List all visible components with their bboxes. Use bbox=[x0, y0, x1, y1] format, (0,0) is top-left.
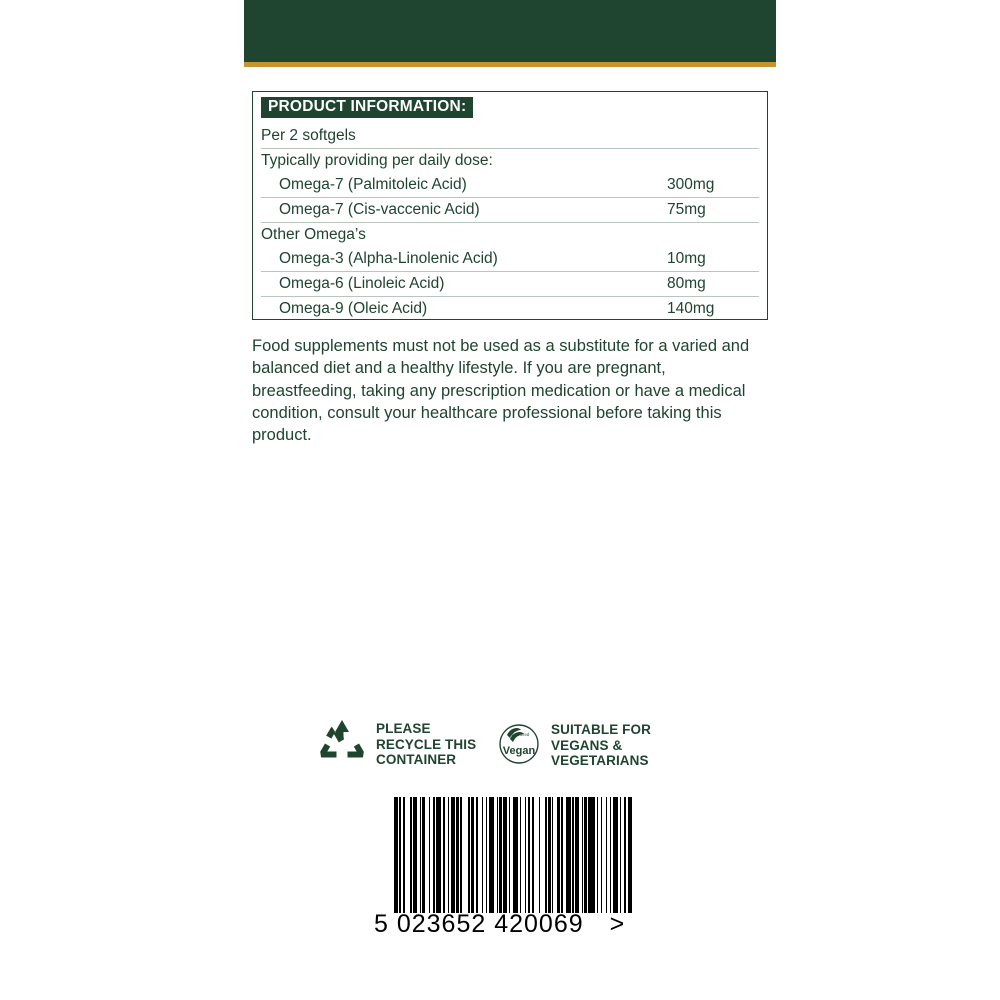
recycle-group bbox=[316, 718, 476, 771]
nutrient-row bbox=[261, 247, 759, 272]
daily-dose-heading-row bbox=[261, 149, 759, 173]
recycle-line-3: CONTAINER bbox=[376, 752, 457, 768]
nutrient-amount: 75mg bbox=[667, 201, 706, 218]
nutrient-name: Omega-6 (Linoleic Acid) bbox=[279, 275, 445, 292]
suitable-line-2: VEGANS & bbox=[551, 737, 623, 753]
svg-text:Vegan: Vegan bbox=[502, 745, 536, 757]
nutrient-row bbox=[261, 173, 759, 198]
barcode-digits bbox=[374, 910, 664, 939]
nutrient-row bbox=[261, 272, 759, 297]
serving-row bbox=[261, 124, 759, 149]
nutrient-amount: 10mg bbox=[667, 250, 706, 267]
recycle-icon bbox=[316, 718, 368, 771]
product-information-box bbox=[252, 91, 768, 320]
svg-text:Registered: Registered bbox=[508, 732, 530, 737]
nutrient-row bbox=[261, 297, 759, 321]
barcode-trailing-caret: > bbox=[609, 910, 626, 938]
other-omegas-heading: Other Omega’s bbox=[261, 226, 366, 243]
barcode-bars bbox=[394, 797, 634, 913]
vegan-group bbox=[494, 718, 651, 773]
vegan-society-icon bbox=[494, 718, 544, 773]
product-information-title: PRODUCT INFORMATION: bbox=[261, 97, 473, 118]
suitable-line-3: VEGETARIANS bbox=[551, 753, 649, 769]
nutrient-amount: 140mg bbox=[667, 300, 715, 317]
suitable-text bbox=[551, 722, 651, 769]
nutrient-name: Omega-3 (Alpha-Linolenic Acid) bbox=[279, 250, 498, 267]
top-green-band bbox=[244, 0, 776, 62]
nutrient-name: Omega-9 (Oleic Acid) bbox=[279, 300, 428, 317]
nutrient-amount: 300mg bbox=[667, 176, 715, 193]
nutrient-row bbox=[261, 198, 759, 223]
daily-dose-heading: Typically providing per daily dose: bbox=[261, 152, 493, 169]
product-information-body bbox=[261, 124, 759, 321]
barcode-number: 5 023652 420069 bbox=[374, 910, 584, 938]
serving-label: Per 2 softgels bbox=[261, 127, 356, 144]
recycle-line-2: RECYCLE THIS bbox=[376, 736, 477, 752]
suitable-line-1: SUITABLE FOR bbox=[551, 722, 651, 738]
recycle-text bbox=[376, 721, 476, 768]
nutrient-name: Omega-7 (Cis-vaccenic Acid) bbox=[279, 201, 480, 218]
footer-icon-row bbox=[244, 718, 776, 788]
nutrient-amount: 80mg bbox=[667, 275, 706, 292]
other-omegas-heading-row bbox=[261, 223, 759, 247]
top-gold-rule bbox=[244, 62, 776, 67]
product-label-panel bbox=[244, 0, 776, 1000]
recycle-line-1: PLEASE bbox=[376, 721, 431, 737]
barcode-block bbox=[374, 797, 634, 938]
nutrient-name: Omega-7 (Palmitoleic Acid) bbox=[279, 176, 467, 193]
disclaimer-text: Food supplements must not be used as a substitute for a varied and balanced diet and a healthy lifestyle. If you are pregnant, breastfeeding, taking any prescription medication or have a medical condition, consult your healthcare professional before taking this product. bbox=[252, 337, 750, 445]
